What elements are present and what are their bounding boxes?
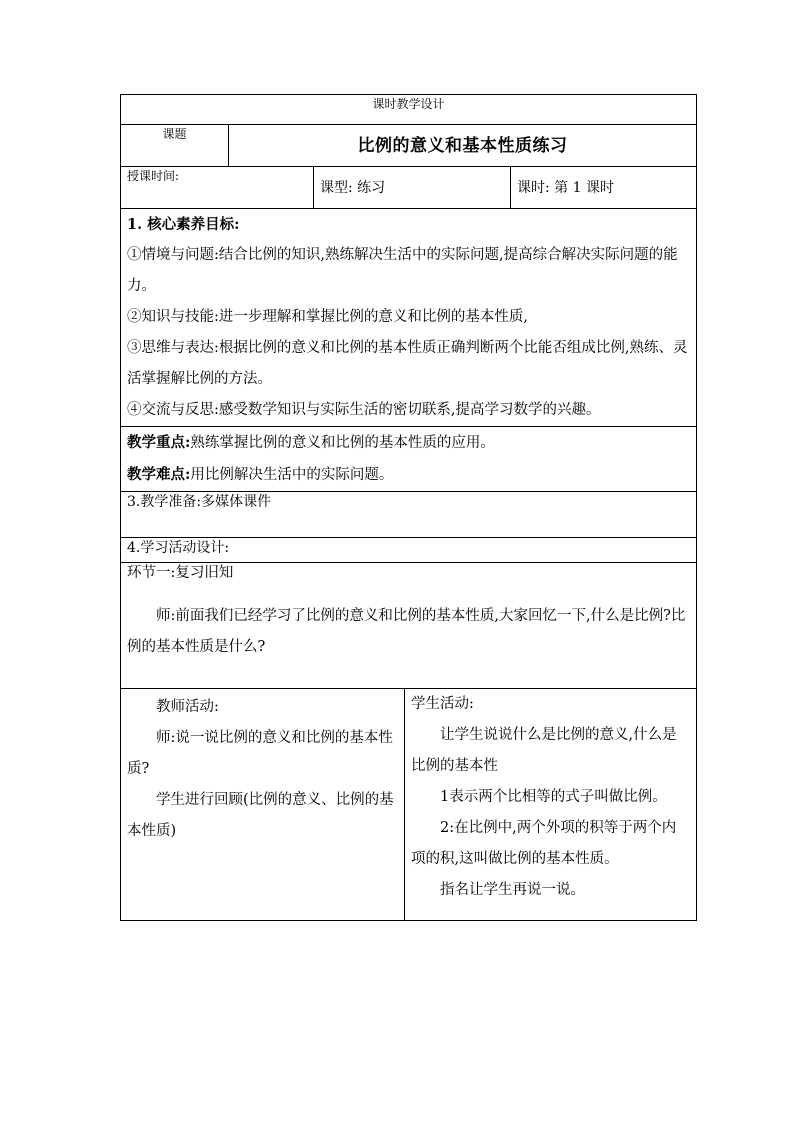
teacher-activity-title: 教师活动:: [156, 699, 219, 715]
student-activity-line: 2:在比例中,两个外项的积等于两个内项的积,这叫做比例的基本性质。: [411, 820, 677, 867]
goals-heading: 1. 核心素养目标:: [127, 216, 240, 233]
goal-item: ①情境与问题:结合比例的知识,熟练解决生活中的实际问题,提高综合解决实际问题的能力。: [127, 247, 678, 294]
section1-title: 环节一:复习旧知: [127, 565, 234, 581]
goal-item: ②知识与技能:进一步理解和掌握比例的意义和比例的基本性质,: [127, 309, 528, 325]
lesson-type: 课型: 练习: [314, 167, 511, 209]
goal-item: ③思维与表达:根据比例的意义和比例的基本性质正确判断两个比能否组成比例,熟练、灵活掌握解比例的方法。: [127, 340, 688, 387]
topic-value: 比例的意义和基本性质练习: [229, 125, 697, 167]
prep-cell: 3.教学准备:多媒体课件: [121, 492, 697, 538]
student-activity-title: 学生活动:: [411, 696, 474, 712]
student-activity-cell: [405, 689, 697, 921]
topic-label: 课题: [121, 125, 229, 167]
lesson-period: 课时: 第 1 课时: [511, 167, 697, 209]
student-activity-line: 指名让学生再说一说。: [440, 882, 585, 898]
review-section-cell: [121, 563, 697, 689]
difficulty-label: 教学难点:: [127, 466, 191, 483]
form-title: 课时教学设计: [121, 95, 697, 125]
goal-item: ④交流与反思:感受数学知识与实际生活的密切联系,提高学习数学的兴趣。: [127, 402, 601, 418]
difficulty-text: 用比例解决生活中的实际问题。: [190, 467, 394, 483]
student-activity-line: 让学生说说什么是比例的意义,什么是比例的基本性: [411, 727, 677, 774]
teacher-activity-line: 学生进行回顾(比例的意义、比例的基本性质): [127, 792, 394, 839]
focus-label: 教学重点:: [127, 434, 191, 451]
activities-heading: 4.学习活动设计:: [121, 538, 697, 563]
section1-text: 师:前面我们已经学习了比例的意义和比例的基本性质,大家回忆一下,什么是比例?比例的基本性质是什么?: [127, 608, 686, 655]
time-label: 授课时间:: [121, 167, 314, 209]
lesson-plan-table: [120, 94, 697, 921]
teacher-activity-cell: [121, 689, 405, 921]
core-goals-cell: [121, 209, 697, 427]
teacher-activity-line: 师:说一说比例的意义和比例的基本性质?: [127, 730, 393, 777]
student-activity-line: 1表示两个比相等的式子叫做比例。: [440, 789, 667, 805]
key-points-cell: [121, 427, 697, 492]
lesson-plan-sheet: [120, 94, 696, 921]
focus-text: 熟练掌握比例的意义和比例的基本性质的应用。: [190, 435, 495, 451]
